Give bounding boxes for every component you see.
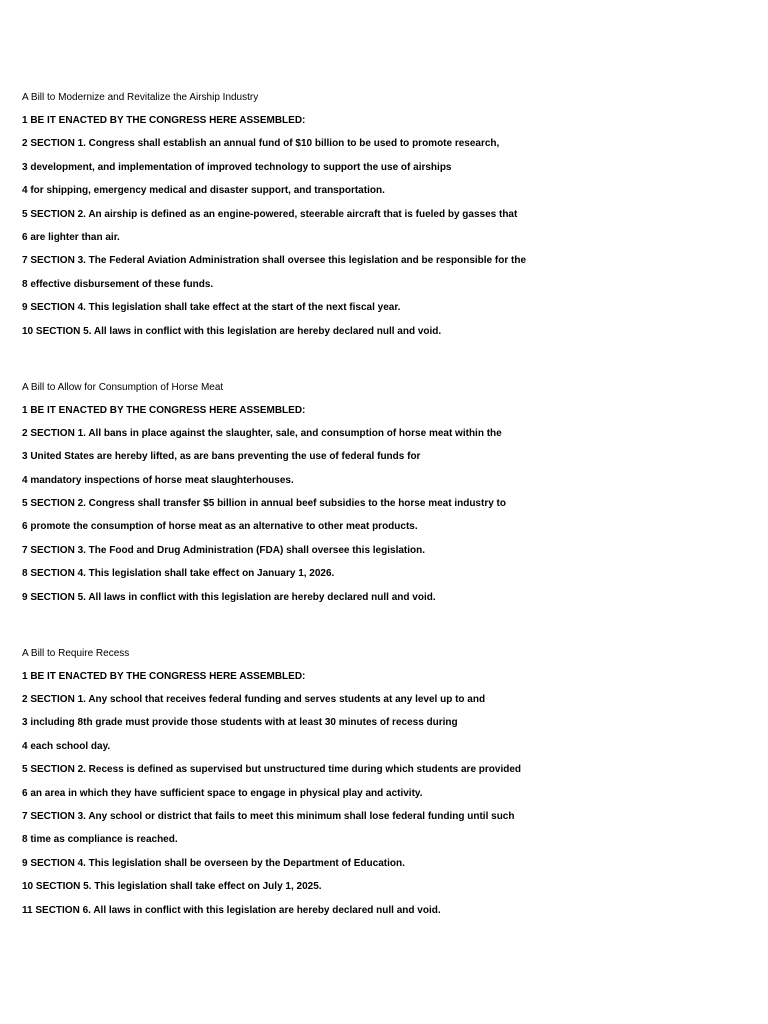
bill-line: 5 SECTION 2. An airship is defined as an engine-powered, steerable aircraft that is fueled by gasses that: [22, 208, 518, 220]
bill-line: 9 SECTION 4. This legislation shall be overseen by the Department of Education.: [22, 857, 405, 869]
bill-airship: [22, 91, 746, 339]
bill-line: 10 SECTION 5. This legislation shall take effect on July 1, 2025.: [22, 881, 322, 893]
bill-title: A Bill to Require Recess: [22, 647, 130, 659]
bill-line: 6 an area in which they have sufficient space to engage in physical play and activity.: [22, 787, 423, 799]
bill-line: 8 time as compliance is reached.: [22, 834, 178, 846]
bill-line: 6 promote the consumption of horse meat as an alternative to other meat products.: [22, 521, 418, 533]
bill-line: 10 SECTION 5. All laws in conflict with this legislation are hereby declared null and void.: [22, 325, 442, 337]
bill-line: 4 for shipping, emergency medical and disaster support, and transportation.: [22, 185, 385, 197]
bill-line: 4 each school day.: [22, 740, 111, 752]
bill-line: 2 SECTION 1. All bans in place against the slaughter, sale, and consumption of horse meat within the: [22, 427, 502, 439]
bill-line: 7 SECTION 3. The Federal Aviation Administration shall oversee this legislation and be responsible for the: [22, 255, 526, 267]
bill-line: 5 SECTION 2. Recess is defined as supervised but unstructured time during which students are provided: [22, 764, 522, 776]
bill-line: 9 SECTION 4. This legislation shall take effect at the start of the next fiscal year.: [22, 302, 401, 314]
bill-line: 3 United States are hereby lifted, as are bans preventing the use of federal funds for: [22, 451, 421, 463]
bill-title: A Bill to Modernize and Revitalize the Airship Industry: [22, 92, 259, 103]
bill-line: 1 BE IT ENACTED BY THE CONGRESS HERE ASSEMBLED:: [22, 404, 306, 416]
bill-line: 7 SECTION 3. Any school or district that fails to meet this minimum shall lose federal funding until such: [22, 810, 515, 822]
bill-line: 5 SECTION 2. Congress shall transfer $5 billion in annual beef subsidies to the horse meat industry to: [22, 498, 506, 510]
bill-line: 3 development, and implementation of improved technology to support the use of airships: [22, 161, 452, 173]
bill-line: 2 SECTION 1. Congress shall establish an annual fund of $10 billion to be used to promote research,: [22, 138, 500, 150]
bill-line: 11 SECTION 6. All laws in conflict with this legislation are hereby declared null and void.: [22, 904, 441, 916]
bill-line: 1 BE IT ENACTED BY THE CONGRESS HERE ASSEMBLED:: [22, 670, 306, 682]
document-page: [22, 91, 746, 927]
bill-line: 1 BE IT ENACTED BY THE CONGRESS HERE ASSEMBLED:: [22, 115, 306, 126]
bill-line: 4 mandatory inspections of horse meat slaughterhouses.: [22, 474, 294, 486]
bill-line: 6 are lighter than air.: [22, 231, 120, 243]
bill-recess: [22, 647, 746, 918]
bill-line: 2 SECTION 1. Any school that receives federal funding and serves students at any level up to and: [22, 694, 486, 706]
bill-horse-meat: [22, 381, 746, 605]
bill-line: 8 SECTION 4. This legislation shall take effect on January 1, 2026.: [22, 568, 335, 580]
bill-title: A Bill to Allow for Consumption of Horse Meat: [22, 381, 224, 393]
bill-line: 3 including 8th grade must provide those students with at least 30 minutes of recess during: [22, 717, 458, 729]
bill-line: 7 SECTION 3. The Food and Drug Administration (FDA) shall oversee this legislation.: [22, 544, 426, 556]
bill-line: 9 SECTION 5. All laws in conflict with this legislation are hereby declared null and void.: [22, 591, 436, 603]
bill-line: 8 effective disbursement of these funds.: [22, 278, 214, 290]
